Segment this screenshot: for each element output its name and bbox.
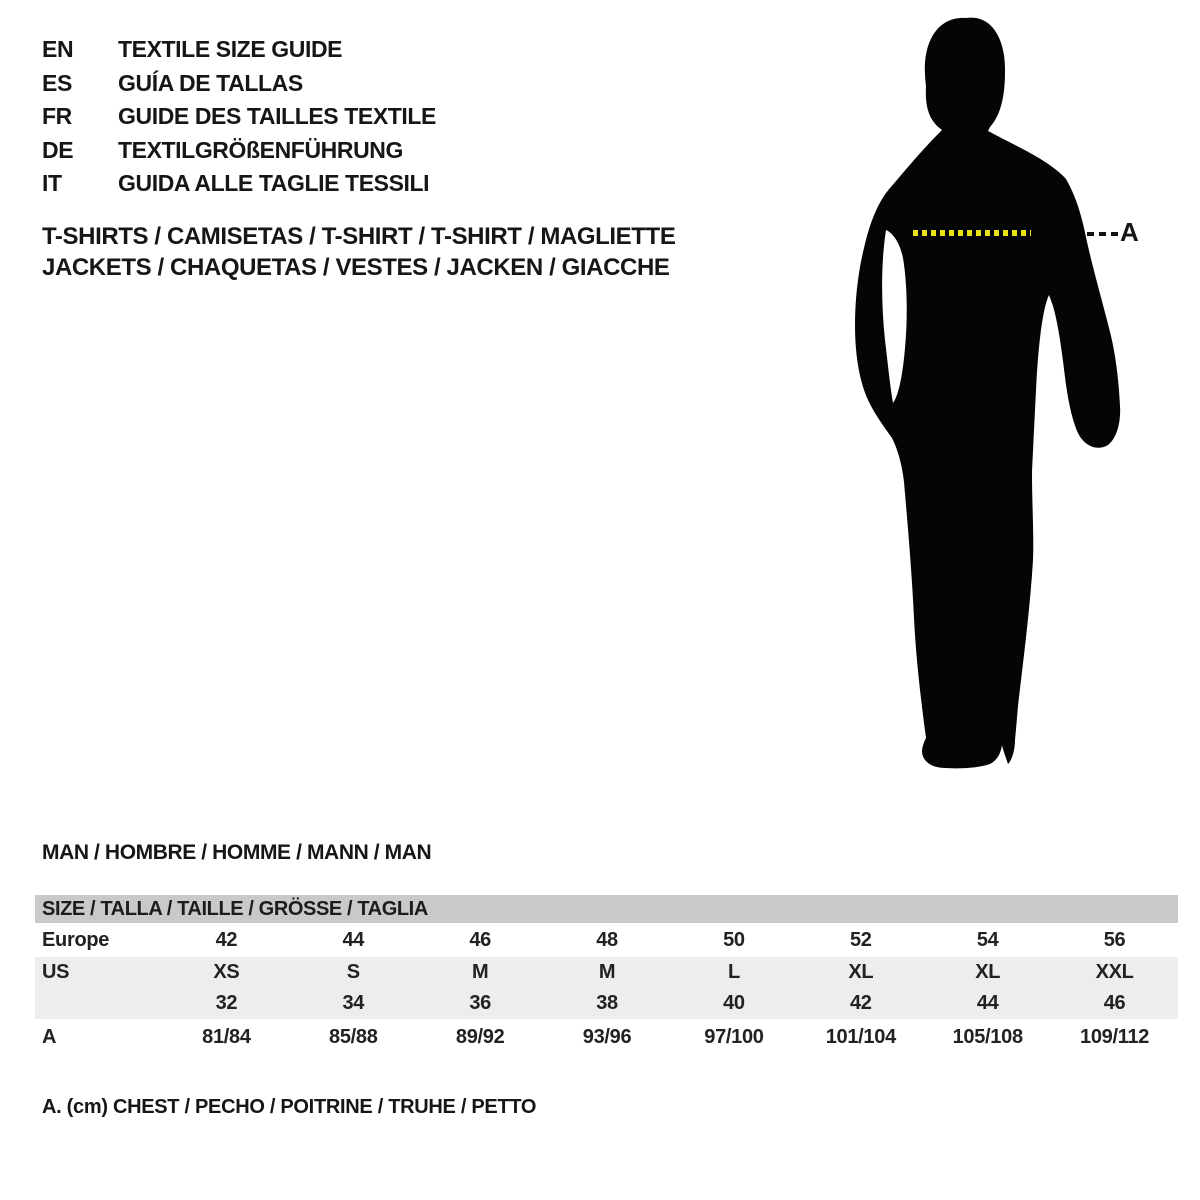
table-row-europe bbox=[35, 923, 1178, 957]
a-pointer-line-icon bbox=[1087, 232, 1118, 236]
table-cell: XL bbox=[975, 961, 1001, 983]
table-cell: 44 bbox=[342, 928, 365, 951]
table-cell: 105/108 bbox=[952, 1026, 1023, 1048]
table-cell: XXL bbox=[1095, 961, 1134, 983]
list-item bbox=[42, 100, 436, 134]
language-code: ES bbox=[42, 69, 72, 96]
table-cell: 56 bbox=[1103, 928, 1126, 951]
category-tshirts: T-SHIRTS / CAMISETAS / T-SHIRT / T-SHIRT / MAGLIETTE bbox=[42, 223, 676, 250]
row-label: A bbox=[42, 1026, 57, 1048]
language-guide-list bbox=[42, 33, 436, 201]
category-lines bbox=[42, 221, 675, 283]
table-cell: 38 bbox=[596, 992, 618, 1014]
guide-title: GUÍA DE TALLAS bbox=[118, 69, 303, 96]
a-marker-label: A bbox=[1120, 217, 1139, 247]
table-cell: 46 bbox=[469, 928, 492, 951]
list-item bbox=[42, 167, 436, 201]
table-cell: 97/100 bbox=[704, 1026, 764, 1048]
section-title-man: MAN / HOMBRE / HOMME / MANN / MAN bbox=[42, 841, 432, 864]
language-code: FR bbox=[42, 103, 72, 129]
table-cell: M bbox=[598, 961, 616, 983]
guide-title: GUIDA ALLE TAGLIE TESSILI bbox=[118, 170, 430, 196]
table-row-us-numeric bbox=[35, 988, 1178, 1019]
table-cell: 109/112 bbox=[1080, 1026, 1150, 1048]
table-cell: 46 bbox=[1103, 992, 1126, 1014]
category-jackets: JACKETS / CHAQUETAS / VESTES / JACKEN / GIACCHE bbox=[42, 254, 670, 281]
size-table-header: SIZE / TALLA / TAILLE / GRÖSSE / TAGLIA bbox=[35, 895, 1178, 923]
table-cell: 42 bbox=[849, 992, 872, 1014]
table-row-chest bbox=[35, 1019, 1178, 1056]
table-cell: 54 bbox=[976, 928, 999, 951]
table-cell: 101/104 bbox=[825, 1026, 896, 1048]
table-cell: 85/88 bbox=[329, 1026, 378, 1048]
guide-title: TEXTILGRÖßENFÜHRUNG bbox=[118, 136, 403, 163]
guide-title: GUIDE DES TAILLES TEXTILE bbox=[118, 103, 436, 129]
row-label: Europe bbox=[42, 928, 110, 951]
language-code: EN bbox=[42, 36, 74, 62]
table-cell: 93/96 bbox=[582, 1026, 632, 1048]
size-table bbox=[35, 895, 1178, 1056]
table-cell: 89/92 bbox=[455, 1026, 505, 1048]
table-cell: 52 bbox=[849, 928, 872, 951]
table-cell: 44 bbox=[976, 992, 999, 1014]
table-cell: 40 bbox=[723, 992, 745, 1014]
table-cell: S bbox=[346, 961, 360, 983]
table-cell: 34 bbox=[342, 992, 365, 1014]
table-cell: 42 bbox=[215, 928, 238, 951]
table-cell: 50 bbox=[723, 928, 745, 951]
table-cell: XL bbox=[848, 961, 874, 983]
table-cell: 48 bbox=[596, 928, 618, 951]
man-silhouette-icon bbox=[820, 0, 1200, 780]
list-item bbox=[42, 134, 436, 168]
list-item bbox=[42, 33, 436, 67]
table-cell: 36 bbox=[469, 992, 492, 1014]
row-label: US bbox=[42, 961, 70, 983]
list-item bbox=[42, 67, 436, 101]
guide-title: TEXTILE SIZE GUIDE bbox=[118, 36, 343, 62]
table-cell: M bbox=[472, 961, 489, 983]
table-cell: 32 bbox=[215, 992, 238, 1014]
language-code: DE bbox=[42, 136, 74, 163]
table-cell: L bbox=[727, 961, 740, 983]
table-cell: XS bbox=[213, 961, 240, 983]
table-row-us bbox=[35, 957, 1178, 988]
table-cell: 81/84 bbox=[202, 1026, 251, 1048]
language-code: IT bbox=[42, 170, 62, 196]
man-figure bbox=[820, 0, 1200, 780]
measurement-legend: A. (cm) CHEST / PECHO / POITRINE / TRUHE / PETTO bbox=[42, 1096, 537, 1118]
chest-measure-line-icon bbox=[913, 230, 1031, 236]
